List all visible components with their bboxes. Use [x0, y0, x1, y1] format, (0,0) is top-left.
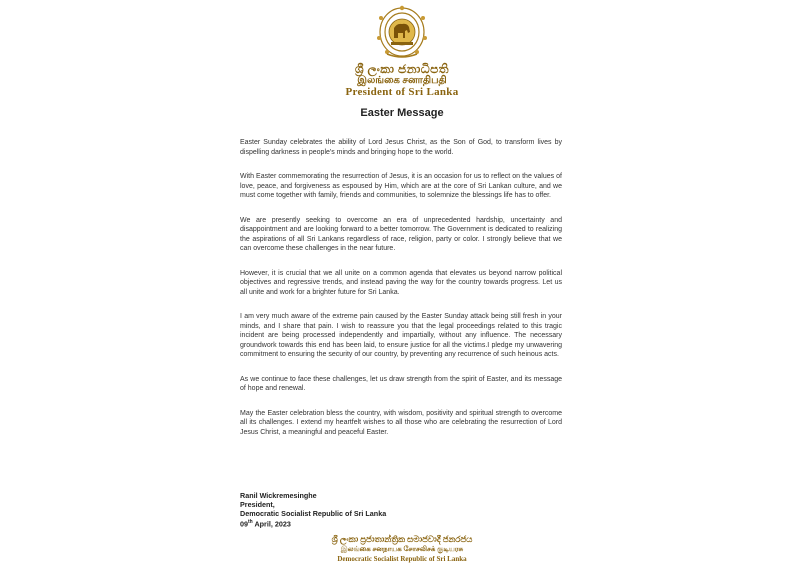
signatory-name: Ranil Wickremesinghe	[240, 491, 317, 500]
paragraph: We are presently seeking to overcome an era of unprecedented hardship, uncertainty and disappointment and are looking forward to a better tomorrow. The Government is dedicated to realizing the aspirations of all Sri Lankans regardless of race, religion, party or color. I strongly believe that we can overcome these challenges in the near future.	[240, 216, 562, 252]
date-suffix: th	[248, 519, 253, 525]
header-english: President of Sri Lanka	[345, 86, 459, 98]
signature-block	[240, 491, 386, 528]
header-tamil: இலங்கை சனாதிபதி	[357, 75, 447, 86]
paragraph: I am very much aware of the extreme pain caused by the Easter Sunday attack being still fresh in your minds, and I share that pain. I wish to reassure you that the legal proceedings related to this tragic incident are being processed independently and impartially, without any influence. The necessary groundwork towards this end has been laid, to ensure justice for all the victims.I pledge my unwavering commitment to ensuring the security of our country, by preventing any recurrence of such heinous acts.	[240, 313, 562, 358]
paragraph: Easter Sunday celebrates the ability of Lord Jesus Christ, as the Son of God, to transform lives by dispelling darkness in people's minds and bringing hope to the world.	[240, 139, 562, 156]
date-rest: April, 2023	[252, 519, 291, 529]
header-sinhala: ශ්‍රී ලංකා ජනාධිපති	[354, 62, 450, 76]
signatory-country: Democratic Socialist Republic of Sri Lanka	[240, 509, 387, 518]
date-day: 09	[240, 519, 248, 529]
paragraph: However, it is crucial that we all unite on a common agenda that elevates us beyond narrow political objectives and regressive trends, and instead paving the way for the country towards progress. Let us all unite and work for a brighter future for Sri Lanka.	[240, 269, 562, 296]
lion-emblem-icon	[367, 2, 437, 60]
footer-tamil: இலங்கை சனநாயக சோசலிசக் குடியரசு	[340, 545, 464, 553]
paragraph: May the Easter celebration bless the country, with wisdom, positivity and spiritual strength to overcome all its challenges. I extend my heartfelt wishes to all those who are celebrating the resurrection of Lord Jesus Christ, a meaningful and peaceful Easter.	[240, 409, 562, 436]
paragraph: As we continue to face these challenges, let us draw strength from the spirit of Easter, and its message of hope and renewal.	[240, 375, 562, 392]
message-body	[240, 138, 562, 452]
paragraph: With Easter commemorating the resurrection of Jesus, it is an occasion for us to reflect on the values of love, peace, and forgiveness as espoused by Him, which are at the core of Sri Lankan culture, and we must come together with family, friends and communities, to solemnize the blessings life has to offer.	[240, 173, 562, 199]
footer-sinhala: ශ්‍රී ලංකා ප්‍රජාතාන්ත්‍රික සමාජවාදී ජනරජය	[331, 534, 473, 544]
footer-english: Democratic Socialist Republic of Sri Lanka	[337, 555, 467, 563]
signatory-role: President,	[240, 500, 275, 509]
page-title: Easter Message	[360, 107, 444, 119]
signature-date	[240, 518, 386, 528]
